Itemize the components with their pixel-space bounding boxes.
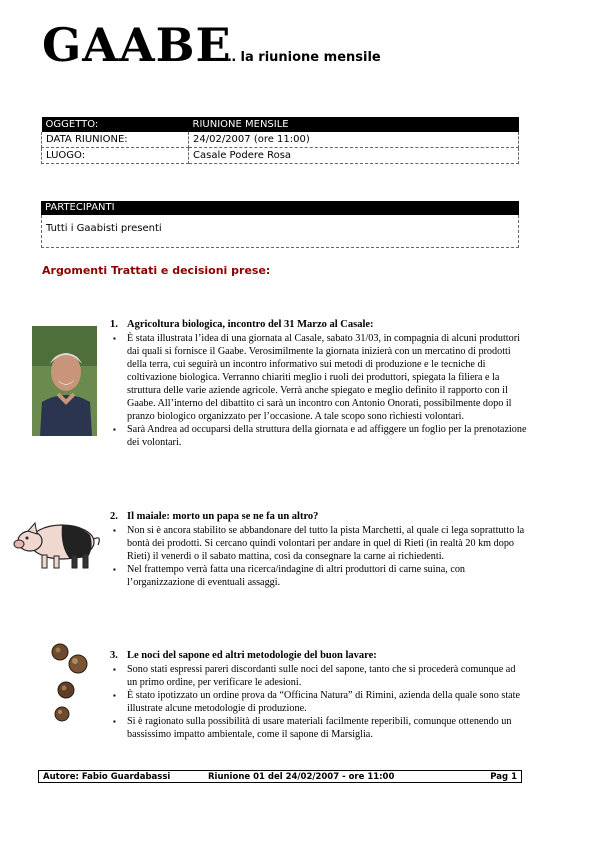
participants-header: PARTECIPANTI [41, 201, 519, 215]
list-item: ▪ È stata illustrata l’idea di una giornata al Casale, sabato 31/03, in compagnia di alcuni produttori dai quali si fornisce il Gaabe. Verosimilmente la giornata inizierà con un mercatino di prodotti della terra, cui seguirà un incontro informativo sui metodi di produzione e le tecniche di coltivazione biologica. Verranno chiariti meglio i ruoli dei produttori, spiegata la filiera e la struttura delle varie aziende agricole. Verrà anche spiegato e meglio definito il rapporto con il Gaabe. All’interno del dibattito ci sarà un incontro con Antonio Onorati, possibilmente dopo il pranzo biologico organizzato per l’occasione. A tale scopo sono richiesti volontari. [110, 332, 528, 423]
list-item: ▪ Non si è ancora stabilito se abbandonare del tutto la pista Marchetti, al quale ci lega soprattutto la bontà dei prodotti. Si cercano quindi volontari per andare in quel di Rieti (in realtà 20 km dopo Rieti) il venerdì o il sabato mattina, così da consegnare la carne ai richiedenti. [110, 524, 528, 563]
brand-logo: GAABE [42, 18, 232, 72]
meeting-subject-label: OGGETTO: [42, 117, 189, 132]
section-title: Argomenti Trattati e decisioni prese: [42, 264, 271, 277]
topic-2 [110, 510, 528, 589]
topic-number: 2. [110, 511, 118, 522]
topic-title: Il maiale: morto un papa se ne fa un altro? [127, 511, 319, 522]
pig-icon [10, 517, 106, 572]
meeting-subject-value: RIUNIONE MENSILE [189, 117, 519, 132]
participants-box [41, 201, 519, 248]
topic-heading [110, 318, 528, 331]
meeting-date-label: DATA RIUNIONE: [42, 132, 189, 148]
topic-number: 3. [110, 650, 118, 661]
meeting-info-table [41, 117, 519, 164]
portrait-photo [32, 326, 97, 436]
document-subtitle: … la riunione mensile [223, 50, 381, 65]
meeting-place-label: LUOGO: [42, 148, 189, 164]
participants-text: Tutti i Gaabisti presenti [41, 215, 519, 248]
soap-nuts-icon [48, 640, 93, 725]
footer-meeting: Riunione 01 del 24/02/2007 - ore 11:00 [208, 771, 395, 782]
list-item: ▪ È stato ipotizzato un ordine prova da “Officina Natura” di Rimini, azienda della quale sono state illustrate alcune metodologie di produzione. [110, 689, 528, 715]
meeting-date-value: 24/02/2007 (ore 11:00) [189, 132, 519, 148]
footer-page-number: Pag 1 [490, 771, 517, 782]
document-title [42, 18, 381, 72]
topic-number: 1. [110, 319, 118, 330]
topic-title: Le noci del sapone ed altri metodologie del buon lavare: [127, 650, 377, 661]
meeting-place-value: Casale Podere Rosa [189, 148, 519, 164]
footer-author: Autore: Fabio Guardabassi [43, 771, 171, 782]
page-footer [38, 770, 522, 783]
topic-title: Agricoltura biologica, incontro del 31 Marzo al Casale: [127, 319, 374, 330]
topic-3 [110, 649, 528, 741]
topic-heading [110, 510, 528, 523]
topic-1 [110, 318, 528, 449]
topic-heading [110, 649, 528, 662]
list-item: ▪ Si è ragionato sulla possibilità di usare materiali facilmente reperibili, comunque ottenendo un bassissimo impatto ambientale, come il sapone di Marsiglia. [110, 715, 528, 741]
list-item: ▪ Sarà Andrea ad occuparsi della struttura della giornata e ad affiggere un foglio per la prenotazione dei volontari. [110, 423, 528, 449]
list-item: ▪ Nel frattempo verrà fatta una ricerca/indagine di altri produttori di carne suina, con l’organizzazione di eventuali assaggi. [110, 563, 528, 589]
list-item: ▪ Sono stati espressi pareri discordanti sulle noci del sapone, tanto che si procederà comunque ad un primo ordine, per verificare le adesioni. [110, 663, 528, 689]
